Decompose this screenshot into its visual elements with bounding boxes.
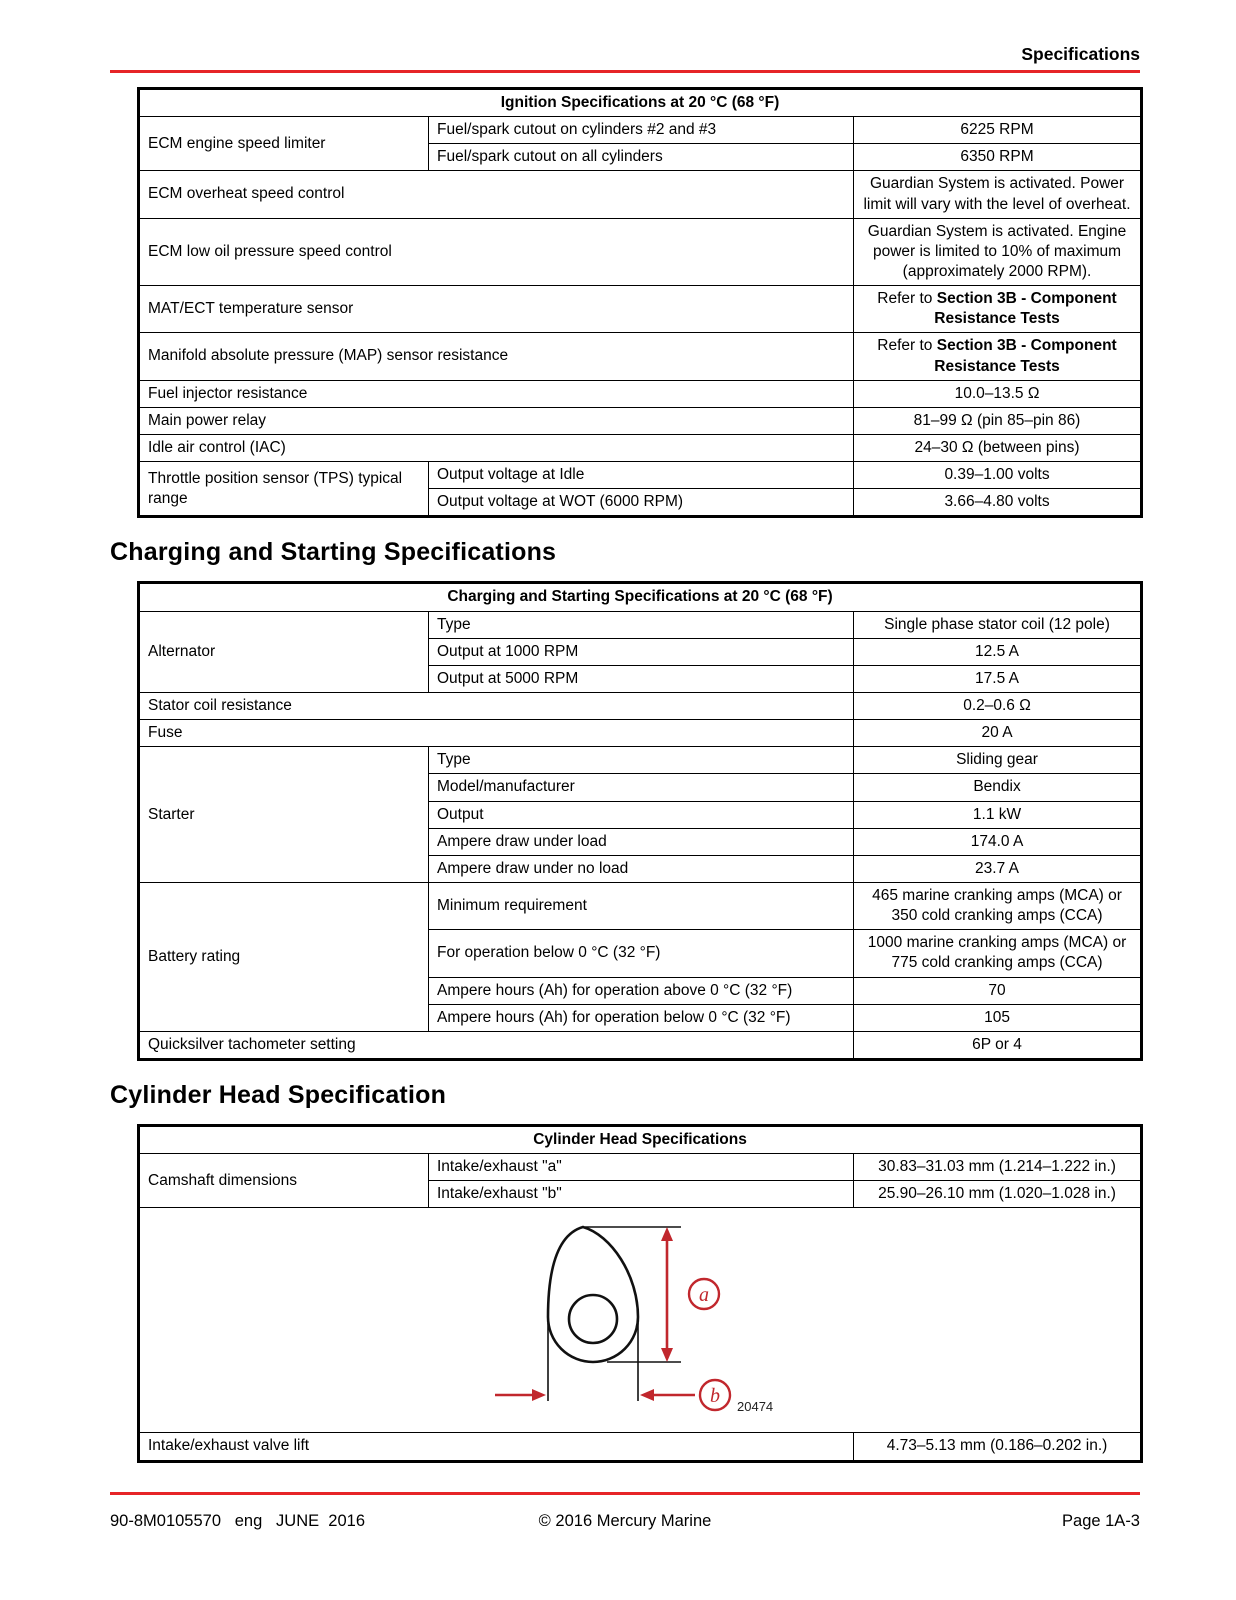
dimension-b-right-arrowhead (640, 1389, 654, 1401)
cylinder-table-title: Cylinder Head Specifications (139, 1125, 1142, 1153)
table-row (139, 462, 1142, 489)
intake-exhaust-a-label: Intake/exhaust "a" (429, 1154, 854, 1181)
footer-document-number: 90-8M0105570 eng JUNE 2016 (110, 1512, 366, 1530)
tps-range-label: Throttle position sensor (TPS) typical range (139, 462, 429, 517)
cylinder-head-table (137, 1124, 1143, 1463)
ecm-speed-limiter-label: ECM engine speed limiter (139, 117, 429, 171)
battery-below0-value: 1000 marine cranking amps (MCA) or 775 cold cranking amps (CCA) (854, 930, 1142, 977)
refer-section-bold: Section 3B - Component Resistance Tests (934, 337, 1117, 375)
charging-table-title: Charging and Starting Specifications at 20 °C (68 °F) (139, 583, 1142, 611)
table-row (139, 1031, 1142, 1059)
table-title-row (139, 1125, 1142, 1153)
table-row (139, 171, 1142, 218)
alternator-label: Alternator (139, 611, 429, 692)
main-relay-value: 81–99 Ω (pin 85–pin 86) (854, 407, 1142, 434)
alternator-5000rpm-label: Output at 5000 RPM (429, 665, 854, 692)
page-header (110, 0, 1140, 65)
fuse-label: Fuse (139, 720, 854, 747)
battery-ah-below-label: Ampere hours (Ah) for operation below 0 °C (32 °F) (429, 1004, 854, 1031)
starter-type-label: Type (429, 747, 854, 774)
fuse-value: 20 A (854, 720, 1142, 747)
tps-wot-label: Output voltage at WOT (6000 RPM) (429, 489, 854, 517)
mat-ect-sensor-value (854, 286, 1142, 333)
table-title-row (139, 583, 1142, 611)
overheat-control-label: ECM overheat speed control (139, 171, 854, 218)
stator-resistance-label: Stator coil resistance (139, 692, 854, 719)
diagram-row (139, 1208, 1142, 1433)
battery-ah-above-label: Ampere hours (Ah) for operation above 0 °C (32 °F) (429, 977, 854, 1004)
table-row (139, 747, 1142, 774)
page-footer (110, 1492, 1140, 1531)
tachometer-setting-value: 6P or 4 (854, 1031, 1142, 1059)
intake-exhaust-a-value: 30.83–31.03 mm (1.214–1.222 in.) (854, 1154, 1142, 1181)
ignition-table-title: Ignition Specifications at 20 °C (68 °F) (139, 89, 1142, 117)
camshaft-diagram-cell (139, 1208, 1142, 1433)
table-row (139, 333, 1142, 380)
starter-label: Starter (139, 747, 429, 883)
footer-row (110, 1512, 1140, 1531)
fuel-injector-label: Fuel injector resistance (139, 380, 854, 407)
tps-idle-label: Output voltage at Idle (429, 462, 854, 489)
starter-type-value: Sliding gear (854, 747, 1142, 774)
header-rule (110, 70, 1140, 73)
table-row (139, 286, 1142, 333)
starter-model-value: Bendix (854, 774, 1142, 801)
cutout-cyl-23-label: Fuel/spark cutout on cylinders #2 and #3 (429, 117, 854, 144)
alternator-type-value: Single phase stator coil (12 pole) (854, 611, 1142, 638)
refer-prefix: Refer to (877, 337, 937, 355)
iac-label: Idle air control (IAC) (139, 434, 854, 461)
intake-exhaust-b-value: 25.90–26.10 mm (1.020–1.028 in.) (854, 1181, 1142, 1208)
cutout-all-label: Fuel/spark cutout on all cylinders (429, 144, 854, 171)
intake-exhaust-b-label: Intake/exhaust "b" (429, 1181, 854, 1208)
battery-below0-label: For operation below 0 °C (32 °F) (429, 930, 854, 977)
starter-output-label: Output (429, 801, 854, 828)
footer-page-number: Page 1A-3 (1062, 1512, 1140, 1530)
dimension-a-arrowhead-top (661, 1227, 673, 1241)
starter-load-draw-label: Ampere draw under load (429, 828, 854, 855)
alternator-type-label: Type (429, 611, 854, 638)
alternator-1000rpm-value: 12.5 A (854, 638, 1142, 665)
iac-value: 24–30 Ω (between pins) (854, 434, 1142, 461)
cam-bore-circle (569, 1295, 617, 1343)
table-row (139, 218, 1142, 285)
table-row (139, 692, 1142, 719)
mat-ect-sensor-label: MAT/ECT temperature sensor (139, 286, 854, 333)
starter-noload-draw-label: Ampere draw under no load (429, 855, 854, 882)
dimension-a-arrowhead-bottom (661, 1348, 673, 1362)
starter-load-draw-value: 174.0 A (854, 828, 1142, 855)
page-content (110, 0, 1140, 1463)
cylinder-section-heading: Cylinder Head Specification (110, 1080, 447, 1109)
fuel-injector-value: 10.0–13.5 Ω (854, 380, 1142, 407)
camshaft-dimension-diagram (445, 1211, 835, 1423)
figure-number: 20474 (737, 1399, 774, 1415)
page-header-title: Specifications (1021, 44, 1140, 64)
label-a-text: a (699, 1284, 710, 1307)
table-row (139, 117, 1142, 144)
table-title-row (139, 89, 1142, 117)
ignition-spec-table (137, 87, 1143, 518)
refer-prefix: Refer to (877, 290, 937, 308)
charging-section-heading: Charging and Starting Specifications (110, 538, 557, 567)
table-row (139, 380, 1142, 407)
battery-min-value: 465 marine cranking amps (MCA) or 350 cold cranking amps (CCA) (854, 882, 1142, 929)
stator-resistance-value: 0.2–0.6 Ω (854, 692, 1142, 719)
table-row (139, 611, 1142, 638)
table-row (139, 1433, 1142, 1461)
alternator-1000rpm-label: Output at 1000 RPM (429, 638, 854, 665)
charging-spec-table (137, 581, 1143, 1061)
starter-model-label: Model/manufacturer (429, 774, 854, 801)
camshaft-dimensions-label: Camshaft dimensions (139, 1154, 429, 1208)
tps-wot-value: 3.66–4.80 volts (854, 489, 1142, 517)
valve-lift-value: 4.73–5.13 mm (0.186–0.202 in.) (854, 1433, 1142, 1461)
battery-ah-above-value: 70 (854, 977, 1142, 1004)
cutout-all-value: 6350 RPM (854, 144, 1142, 171)
alternator-5000rpm-value: 17.5 A (854, 665, 1142, 692)
starter-output-value: 1.1 kW (854, 801, 1142, 828)
tachometer-setting-label: Quicksilver tachometer setting (139, 1031, 854, 1059)
refer-section-bold: Section 3B - Component Resistance Tests (934, 290, 1117, 328)
table-row (139, 407, 1142, 434)
tps-idle-value: 0.39–1.00 volts (854, 462, 1142, 489)
low-oil-control-label: ECM low oil pressure speed control (139, 218, 854, 285)
battery-rating-label: Battery rating (139, 882, 429, 1031)
footer-rule (110, 1492, 1140, 1495)
map-sensor-label: Manifold absolute pressure (MAP) sensor resistance (139, 333, 854, 380)
table-row (139, 434, 1142, 461)
table-row (139, 882, 1142, 929)
map-sensor-value (854, 333, 1142, 380)
label-b-text: b (710, 1385, 721, 1408)
valve-lift-label: Intake/exhaust valve lift (139, 1433, 854, 1461)
cutout-cyl-23-value: 6225 RPM (854, 117, 1142, 144)
battery-ah-below-value: 105 (854, 1004, 1142, 1031)
battery-min-label: Minimum requirement (429, 882, 854, 929)
main-relay-label: Main power relay (139, 407, 854, 434)
starter-noload-draw-value: 23.7 A (854, 855, 1142, 882)
table-row (139, 720, 1142, 747)
low-oil-control-value: Guardian System is activated. Engine power is limited to 10% of maximum (approximately 2000 RPM). (854, 218, 1142, 285)
table-row (139, 1154, 1142, 1181)
dimension-b-left-arrowhead (532, 1389, 546, 1401)
overheat-control-value: Guardian System is activated. Power limit will vary with the level of overheat. (854, 171, 1142, 218)
footer-copyright: © 2016 Mercury Marine (538, 1512, 712, 1530)
